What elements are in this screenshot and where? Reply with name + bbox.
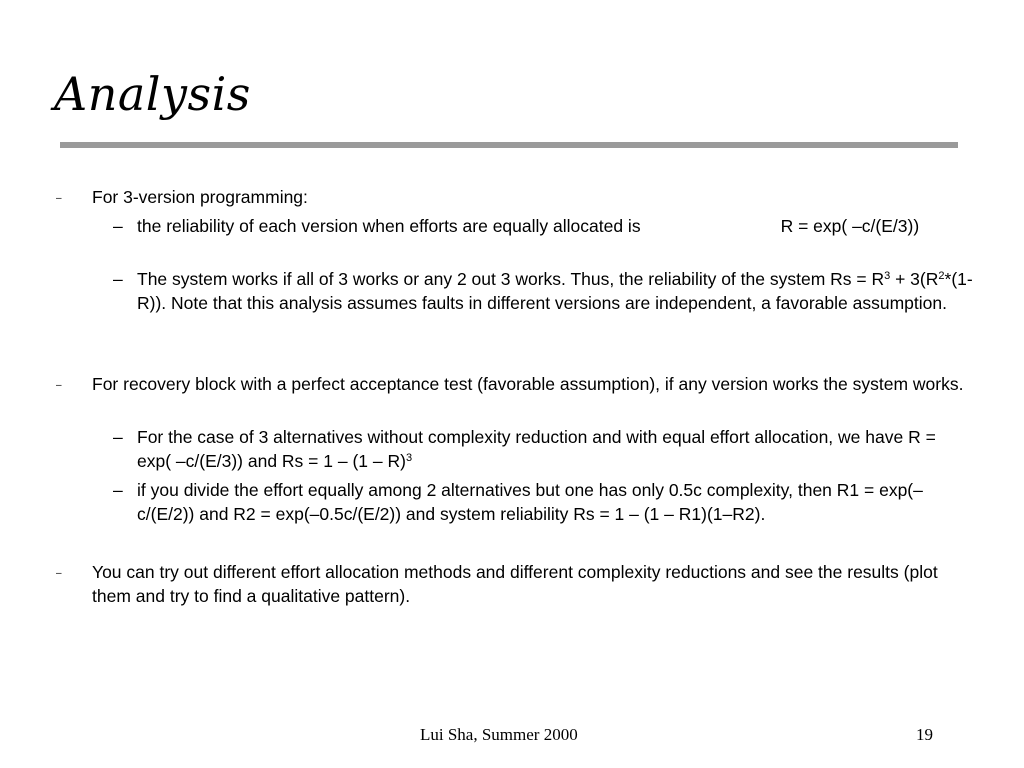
sub-bullet-two-alternatives bbox=[113, 478, 963, 526]
sub-bullet-text: The system works if all of 3 works or any 2 out 3 works. Thus, the reliability of the system Rs = R bbox=[137, 269, 885, 289]
bullet-text: For recovery block with a perfect acceptance test (favorable assumption), if any version works the system works. bbox=[92, 374, 964, 394]
sub-bullet-text: + 3(R bbox=[890, 269, 939, 289]
sub-bullet-text: *(1-R)). Note that this analysis assumes faults in different versions are independent, a favorable assumption. bbox=[137, 269, 973, 313]
bullet-marker: – bbox=[56, 193, 62, 204]
sub-bullet-marker: – bbox=[113, 269, 123, 289]
superscript: 2 bbox=[938, 270, 945, 282]
bullet-recovery-block bbox=[56, 372, 964, 396]
bullet-text: You can try out different effort allocation methods and different complexity reductions and see the results (plot them and try to find a qualitative pattern). bbox=[92, 562, 938, 606]
sub-bullet-text: the reliability of each version when efforts are equally allocated is bbox=[137, 216, 641, 236]
bullet-marker: – bbox=[56, 568, 62, 579]
slide-title: Analysis bbox=[54, 67, 251, 121]
title-underline bbox=[60, 142, 958, 148]
sub-bullet-marker: – bbox=[113, 216, 123, 236]
superscript: 3 bbox=[405, 452, 413, 464]
sub-bullet-system-reliability bbox=[113, 267, 973, 315]
sub-bullet-version-reliability bbox=[113, 214, 949, 238]
superscript: 3 bbox=[884, 270, 891, 282]
bullet-3-version bbox=[56, 185, 972, 209]
sub-bullet-text: For the case of 3 alternatives without complexity reduction and with equal effort allocation, we have R = exp( –c/(E/3)) and Rs = 1 – (1 – R) bbox=[137, 427, 936, 471]
sub-bullet-marker: – bbox=[113, 480, 123, 500]
sub-bullet-three-alternatives bbox=[113, 425, 963, 473]
bullet-try-methods bbox=[56, 560, 964, 608]
page-number: 19 bbox=[916, 725, 933, 744]
sub-bullet-marker: – bbox=[113, 427, 123, 447]
bullet-text: For 3-version programming: bbox=[92, 187, 308, 207]
footer-author: Lui Sha, Summer 2000 bbox=[420, 725, 578, 744]
formula-r: R = exp( –c/(E/3)) bbox=[780, 216, 920, 236]
bullet-marker: – bbox=[56, 380, 62, 391]
sub-bullet-text: if you divide the effort equally among 2 alternatives but one has only 0.5c complexity, then R1 = exp(–c/(E/2)) and R2 = exp(–0.5c/(E/2)) and system reliability Rs = 1 – (1 – R1)(1–R2). bbox=[137, 480, 923, 524]
